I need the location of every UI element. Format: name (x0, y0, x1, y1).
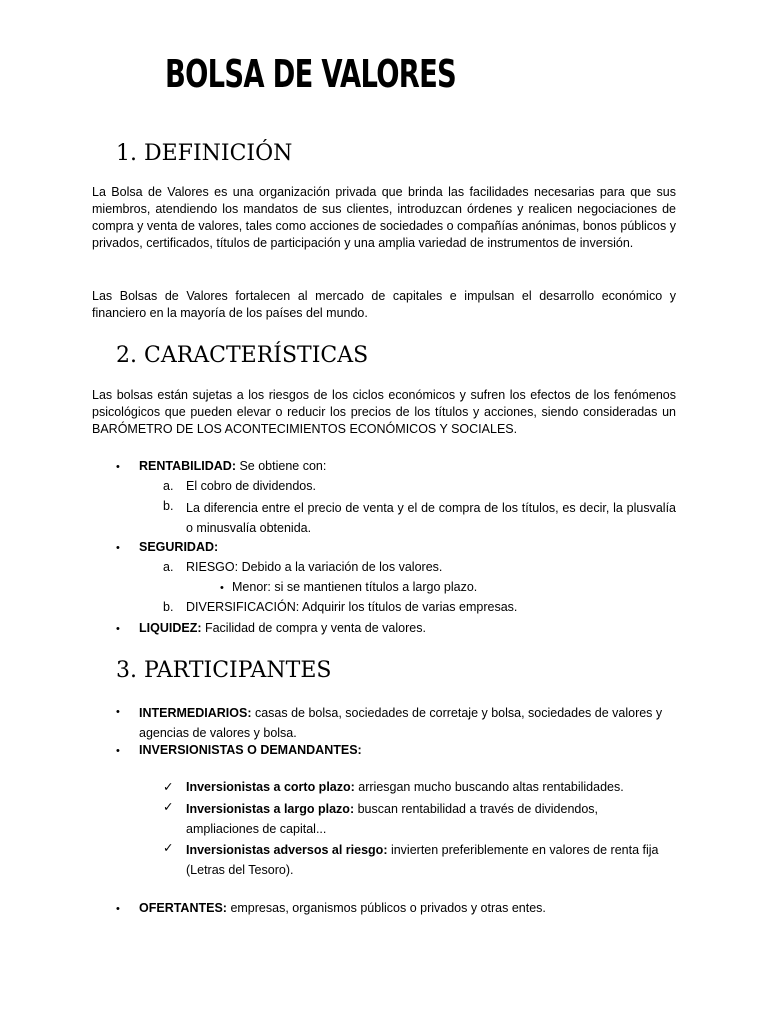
list-item-diversificacion (186, 599, 517, 616)
paragraph-definicion-2: Las Bolsas de Valores fortalecen al mercado de capitales e impulsan el desarrollo económico y financiero en la mayoría de los países del mundo. (92, 289, 676, 320)
list-item-intermediarios (139, 703, 669, 743)
bullet-icon: • (116, 623, 120, 635)
paragraph-definicion-1: La Bolsa de Valores es una organización privada que brinda las facilidades necesarias para que sus miembros, atendiendo los mandatos de sus clientes, introduzcan órdenes y realicen negociaciones de compra y venta de valores, tales como acciones de sociedades o compañías anónimas, bonos públicos y privados, certificados, títulos de participación y una amplia variedad de instrumentos de inversión. (92, 185, 676, 250)
list-item-liquidez (139, 620, 426, 637)
paragraph-caracteristicas: Las bolsas están sujetas a los riesgos de los ciclos económicos y sufren los efectos de los fenómenos psicológicos que pueden elevar o reducir los precios de los títulos y acciones, siendo consideradas un BARÓMETRO DE LOS ACONTECIMIENTOS ECONÓMICOS Y SOCIALES. (92, 388, 676, 436)
marker-b: b. (163, 600, 174, 614)
label-largo-plazo: Inversionistas a largo plazo: (186, 802, 355, 816)
text-riesgo: Debido a la variación de los valores. (238, 560, 443, 574)
bullet-icon: • (116, 745, 120, 757)
text-largo-plazo: buscan rentabilidad a través de dividendos, ampliaciones de capital... (186, 802, 599, 836)
text-ofertantes: empresas, organismos públicos o privados y otras entes. (226, 901, 546, 915)
check-icon: ✓ (163, 800, 174, 814)
list-item-adversos-riesgo (186, 840, 686, 880)
list-item-diferencia-precio: La diferencia entre el precio de venta y el de compra de los títulos, es decir, la plusvalía o minusvalía obtenida. (186, 501, 676, 535)
list-item-inversionistas: INVERSIONISTAS O DEMANDANTES: (139, 743, 362, 757)
marker-a: a. (163, 560, 174, 574)
check-icon: ✓ (163, 780, 174, 794)
label-ofertantes: OFERTANTES: (139, 901, 227, 915)
label-adversos-riesgo: Inversionistas adversos al riesgo: (186, 843, 388, 857)
list-item-seguridad: SEGURIDAD: (139, 540, 219, 554)
label-liquidez: LIQUIDEZ: (139, 621, 202, 635)
bullet-icon: • (116, 461, 120, 473)
heading-definicion: 1. DEFINICIÓN (116, 141, 293, 166)
bullet-icon: • (116, 542, 120, 554)
list-item-corto-plazo (186, 779, 624, 796)
check-icon: ✓ (163, 841, 174, 855)
label-intermediarios: INTERMEDIARIOS: (139, 706, 252, 720)
document-title: BOLSA DE VALORES (165, 52, 457, 96)
text-liquidez: Facilidad de compra y venta de valores. (201, 621, 426, 635)
bullet-icon: • (116, 903, 120, 915)
list-item-menor: Menor: si se mantienen títulos a largo plazo. (232, 580, 478, 594)
heading-participantes: 3. PARTICIPANTES (116, 658, 332, 683)
label-diversificacion: DIVERSIFICACIÓN: (186, 600, 300, 614)
bullet-icon: • (116, 706, 120, 718)
list-item-largo-plazo (186, 799, 626, 839)
heading-caracteristicas: 2. CARACTERÍSTICAS (116, 343, 369, 368)
list-item-riesgo (186, 559, 442, 576)
text-intermediarios: casas de bolsa, sociedades de corretaje y bolsa, sociedades de valores y agencias de valores y bolsa. (139, 706, 663, 740)
marker-a: a. (163, 479, 174, 493)
text-diversificacion: Adquirir los títulos de varias empresas. (299, 600, 518, 614)
text-rentabilidad: Se obtiene con: (235, 459, 327, 473)
text-adversos-riesgo: invierten preferiblemente en valores de renta fija (Letras del Tesoro). (186, 843, 659, 877)
list-item-ofertantes (139, 900, 546, 917)
marker-b: b. (163, 499, 174, 513)
label-corto-plazo: Inversionistas a corto plazo: (186, 780, 355, 794)
text-corto-plazo: arriesgan mucho buscando altas rentabilidades. (354, 780, 624, 794)
label-rentabilidad: RENTABILIDAD: (139, 459, 236, 473)
list-item-rentabilidad (139, 458, 326, 475)
label-riesgo: RIESGO: (186, 560, 239, 574)
list-item-cobro-dividendos: El cobro de dividendos. (186, 479, 316, 493)
bullet-icon: • (220, 582, 224, 594)
